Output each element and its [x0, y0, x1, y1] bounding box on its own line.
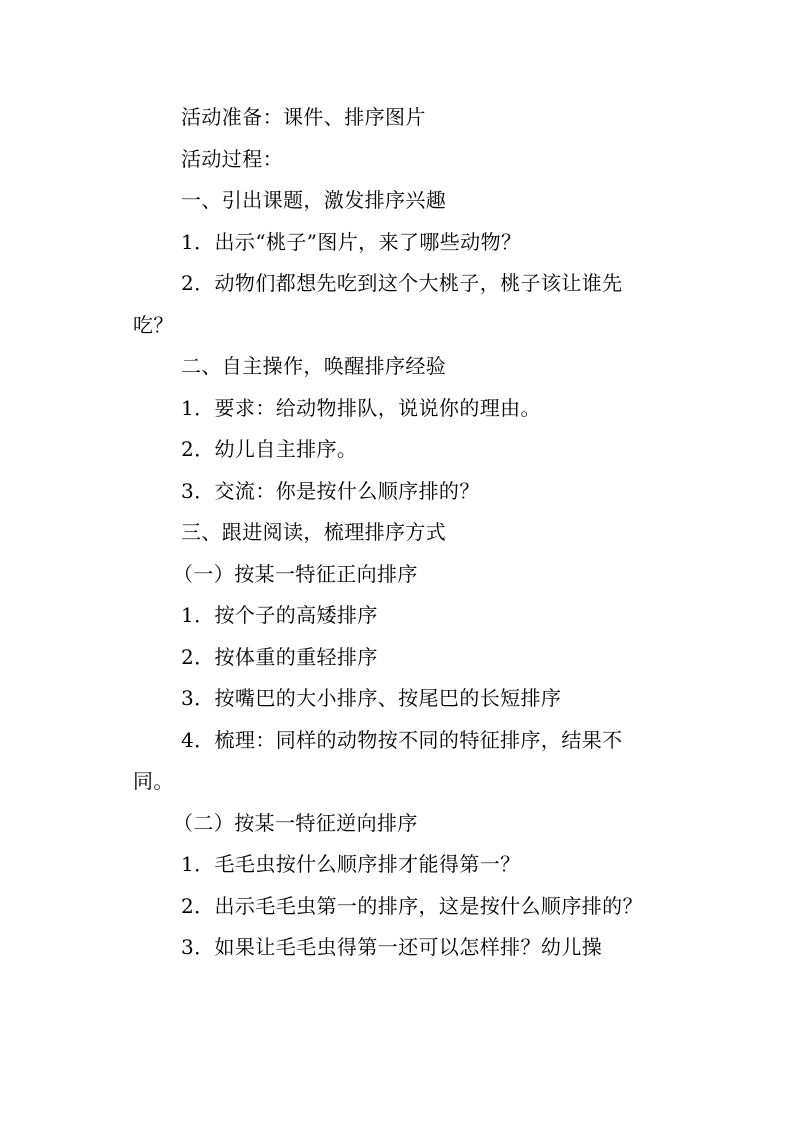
list-item: 4．梳理：同样的动物按不同的特征排序，结果不同。 — [133, 727, 623, 793]
paragraph-preparation: 活动准备：课件、排序图片 — [181, 105, 426, 129]
subsection-heading-1: （一）按某一特征正向排序 — [173, 561, 418, 586]
list-item: 2．动物们都想先吃到这个大桃子，桃子该让谁先吃？ — [133, 271, 623, 337]
section-heading-1: 一、引出课题，激发排序兴趣 — [181, 188, 447, 212]
paragraph-process-heading: 活动过程： — [181, 146, 283, 171]
section-heading-2: 二、自主操作，唤醒排序经验 — [181, 354, 447, 378]
subsection-heading-2: （二）按某一特征逆向排序 — [173, 810, 418, 835]
list-item: 1．要求：给动物排队，说说你的理由。 — [181, 395, 541, 420]
list-item: 3．交流：你是按什么顺序排的？ — [181, 478, 480, 503]
list-item: 3．按嘴巴的大小排序、按尾巴的长短排序 — [181, 686, 562, 710]
document-body — [133, 97, 663, 969]
list-item: 1．按个子的高矮排序 — [181, 603, 378, 627]
list-item: 1．出示“桃子”图片，来了哪些动物？ — [181, 229, 522, 254]
list-item: 2．出示毛毛虫第一的排序，这是按什么顺序排的？ — [181, 893, 643, 918]
list-item: 1．毛毛虫按什么顺序排才能得第一？ — [181, 852, 521, 876]
list-item: 2．按体重的重轻排序 — [181, 644, 378, 669]
list-item: 3．如果让毛毛虫得第一还可以怎样排？幼儿操 — [181, 935, 603, 959]
list-item: 2．幼儿自主排序。 — [181, 437, 358, 461]
section-heading-3: 三、跟进阅读，梳理排序方式 — [181, 520, 447, 544]
